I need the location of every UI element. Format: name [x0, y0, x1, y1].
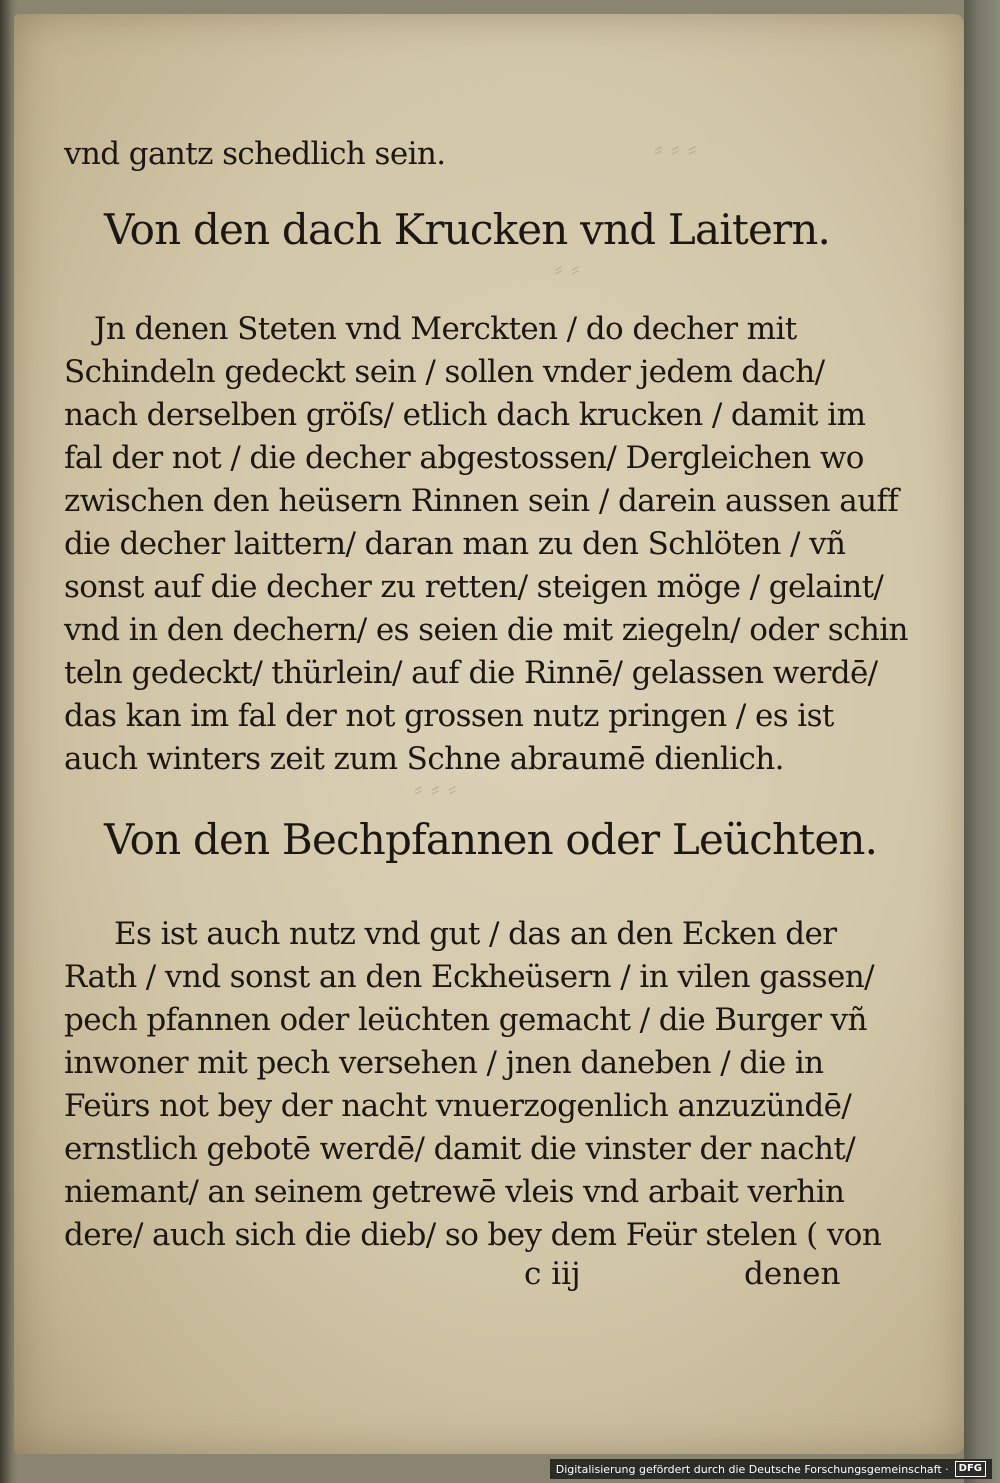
section-heading: Von den Bechpfannen oder Leüchten. [104, 815, 878, 864]
text-line: Feürs not bey der nacht vnuerzogenlich anzuzündē/ [64, 1088, 852, 1124]
text-line: das kan im fal der not grossen nutz pringen / es ist [64, 698, 834, 734]
text-line: zwischen den heüsern Rinnen sein / darein aussen auff [64, 483, 899, 519]
show-through: ⸗ ⸗ ⸗ [654, 134, 697, 164]
signature-mark: c iij [524, 1256, 581, 1292]
show-through: ⸗ ⸗ ⸗ [414, 774, 457, 804]
show-through: ⸗ ⸗ [554, 254, 580, 284]
book-page [14, 14, 964, 1454]
dfg-logo: DFG [955, 1461, 986, 1477]
book-edge [964, 0, 1000, 1483]
text-line: vnd in den dechern/ es seien die mit ziegeln/ oder schin [64, 612, 908, 648]
text-line: niemant/ an seinem getrewē vleis vnd arbait verhin [64, 1174, 845, 1210]
text-line: ernstlich gebotē werdē/ damit die vinster der nacht/ [64, 1131, 856, 1167]
text-line: sonst auf die decher zu retten/ steigen möge / gelaint/ [64, 569, 884, 605]
text-line: fal der not / die decher abgestossen/ Dergleichen wo [64, 440, 864, 476]
text-line: die decher laittern/ daran man zu den Schlöten / vñ [64, 526, 846, 562]
text-line: nach derselben gröſs/ etlich dach krucken / damit im [64, 397, 866, 433]
text-line: vnd gantz schedlich sein. [64, 136, 446, 172]
text-line: Es ist auch nutz vnd gut / das an den Ecken der [114, 916, 837, 952]
text-line: Jn denen Steten vnd Merckten / do decher mit [94, 311, 797, 347]
section-heading: Von den dach Krucken vnd Laitern. [104, 205, 831, 254]
text-line: inwoner mit pech versehen / jnen daneben / die in [64, 1045, 824, 1081]
text-line: auch winters zeit zum Schne abraumē dienlich. [64, 741, 784, 777]
text-line: dere/ auch sich die dieb/ so bey dem Feür stelen ( von [64, 1217, 882, 1253]
text-line: Rath / vnd sonst an den Eckheüsern / in vilen gassen/ [64, 959, 874, 995]
text-line: Schindeln gedeckt sein / sollen vnder jedem dach/ [64, 354, 825, 390]
text-line: pech pfannen oder leüchten gemacht / die Burger vñ [64, 1002, 867, 1038]
catchword: denen [744, 1256, 841, 1292]
text-line: teln gedeckt/ thürlein/ auf die Rinnē/ gelassen werdē/ [64, 655, 878, 691]
digitization-credit [550, 1459, 992, 1479]
credit-text: Digitalisierung gefördert durch die Deutsche Forschungsgemeinschaft · [555, 1462, 949, 1476]
